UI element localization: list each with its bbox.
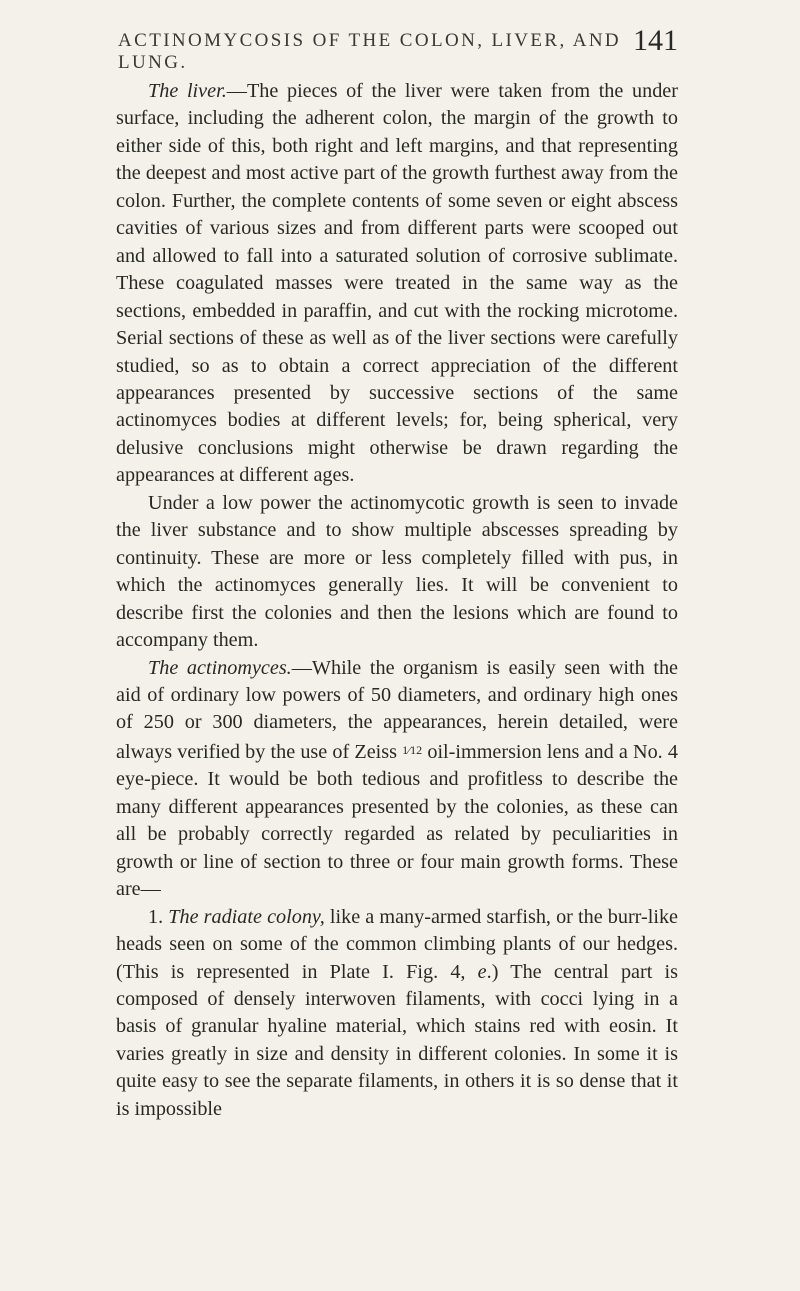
body-text (116, 78, 678, 1123)
paragraph-low-power (116, 490, 678, 655)
paragraph-actinomyces (116, 655, 678, 904)
section-heading-liver: The liver. (148, 80, 227, 102)
page-number: 141 (633, 24, 678, 57)
list-item-text-b: .) The central part is composed of densely interwoven filaments, with cocci lying in a basis of granular hyaline material, which stains red with eosin. It varies greatly in size and density in different colonies. In some it is quite easy to see the separate filaments, in others it is so dense that it is impossible (116, 960, 678, 1120)
paragraph-actinomyces-text-a: —While the organism is easily seen with the aid of ordinary low powers of 50 diameters, and ordinary high ones of 250 or 300 diameters, the appearances, herein detailed, were always verified by the use of Zeiss (116, 656, 678, 763)
lens-fraction: 1⁄12 (402, 742, 423, 757)
figure-letter: e (477, 960, 487, 983)
section-heading-actinomyces: The actinomyces. (148, 656, 292, 679)
paragraph-low-power-text: Under a low power the actinomycotic growth is seen to invade the liver substance and to show multiple abscesses spreading by continuity. These are more or less completely filled with pus, in which the actinomyces generally lies. It will be convenient to describe first the colonies and then the lesions which are found to accompany them. (116, 491, 678, 652)
list-item-text-a: like a many-armed starfish, or the burr-like heads seen on some of the common climbing plants of our hedges. (This is represented in Plate I. Fig. 4, (116, 905, 678, 983)
paragraph-actinomyces-text-b: oil-immersion lens and a No. 4 eye-piece. It would be both tedious and profitless to describe the many different appearances presented by the colonies, as these can all be probably correctly regarded as related by peculiarities in growth or line of section to three or four main growth forms. These are— (116, 740, 678, 901)
running-head (118, 24, 678, 73)
list-item-radiate-colony (116, 904, 678, 1124)
paragraph-liver (116, 78, 678, 490)
paragraph-liver-text: —The pieces of the liver were taken from the under surface, including the adherent colon, the margin of the growth to either side of this, both right and left margins, and that representing the deepest and most active part of the growth furthest away from the colon. Further, the complete contents of some seven or eight abscess cavities of various sizes and from different parts were scooped out and allowed to fall into a saturated solution of corrosive sublimate. These coagulated masses were treated in the same way as the sections, embedded in paraffin, and cut with the rocking microtome. Serial sections of these as well as of the liver sections were carefully studied, so as to obtain a correct appreciation of the different appearances presented by successive sections of the same actinomyces bodies at different levels; for, being spherical, very delusive conclusions might otherwise be drawn regarding the appearances at different ages. (116, 80, 678, 487)
running-title: ACTINOMYCOSIS OF THE COLON, LIVER, AND LUNG. (118, 30, 622, 73)
list-item-number: 1. (148, 905, 164, 928)
list-item-heading: The radiate colony, (168, 905, 325, 928)
